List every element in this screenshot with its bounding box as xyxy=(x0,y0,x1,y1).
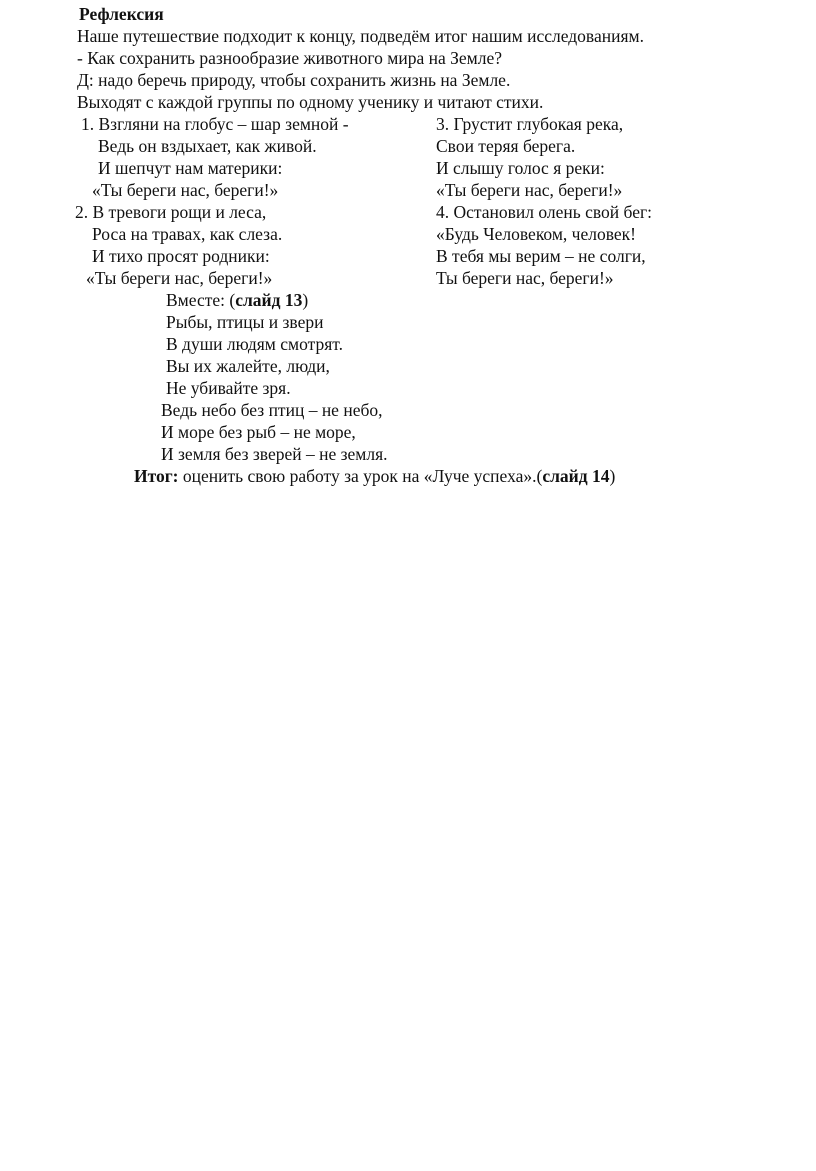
slide-reference: слайд 14 xyxy=(542,466,610,486)
poem-left-line: И шепчут нам материки: xyxy=(98,158,283,178)
intro-line: Наше путешествие подходит к концу, подведём итог нашим исследованиям. xyxy=(77,26,644,46)
poem-right-line: И слышу голос я реки: xyxy=(436,158,605,178)
poem-right-line: 3. Грустит глубокая река, xyxy=(436,114,624,134)
poem-right-line: «Будь Человеком, человек! xyxy=(436,224,636,244)
poem-left-line: Ведь он вздыхает, как живой. xyxy=(98,136,317,156)
final-poem-line: Не убивайте зря. xyxy=(166,378,291,398)
intro-answer: Д: надо беречь природу, чтобы сохранить жизнь на Земле. xyxy=(77,70,511,90)
final-poem-line: В души людям смотрят. xyxy=(166,334,343,354)
poem-right-line: Свои теряя берега. xyxy=(436,136,576,156)
poem-left-line: «Ты береги нас, береги!» xyxy=(92,180,279,200)
slide-reference: слайд 13 xyxy=(235,290,303,310)
poem-right-line: Ты береги нас, береги!» xyxy=(436,268,614,288)
final-poem-line: И море без рыб – не море, xyxy=(161,422,356,442)
poem-right-line: В тебя мы верим – не солги, xyxy=(436,246,646,266)
final-poem-line: Рыбы, птицы и звери xyxy=(166,312,324,332)
poem-left-line: 1. Взгляни на глобус – шар земной - xyxy=(81,114,349,134)
intro-question: - Как сохранить разнообразие животного мира на Земле? xyxy=(77,48,502,68)
summary-line: Итог: оценить свою работу за урок на «Луче успеха».(слайд 14) xyxy=(134,466,616,486)
final-poem-line: Ведь небо без птиц – не небо, xyxy=(161,400,383,420)
intro-instruction: Выходят с каждой группы по одному ученику и читают стихи. xyxy=(77,92,544,112)
final-poem-line: Вы их жалейте, люди, xyxy=(166,356,330,376)
poem-left-line: 2. В тревоги рощи и леса, xyxy=(75,202,267,222)
together-heading: Вместе: (слайд 13) xyxy=(166,290,309,310)
poem-left-line: Роса на травах, как слеза. xyxy=(92,224,283,244)
poem-left-line: «Ты береги нас, береги!» xyxy=(86,268,273,288)
poem-right-line: 4. Остановил олень свой бег: xyxy=(436,202,653,222)
poem-right-line: «Ты береги нас, береги!» xyxy=(436,180,623,200)
summary-label: Итог: xyxy=(134,466,179,486)
final-poem-line: И земля без зверей – не земля. xyxy=(161,444,388,464)
poem-left-line: И тихо просят родники: xyxy=(92,246,270,266)
page-title: Рефлексия xyxy=(79,4,164,24)
